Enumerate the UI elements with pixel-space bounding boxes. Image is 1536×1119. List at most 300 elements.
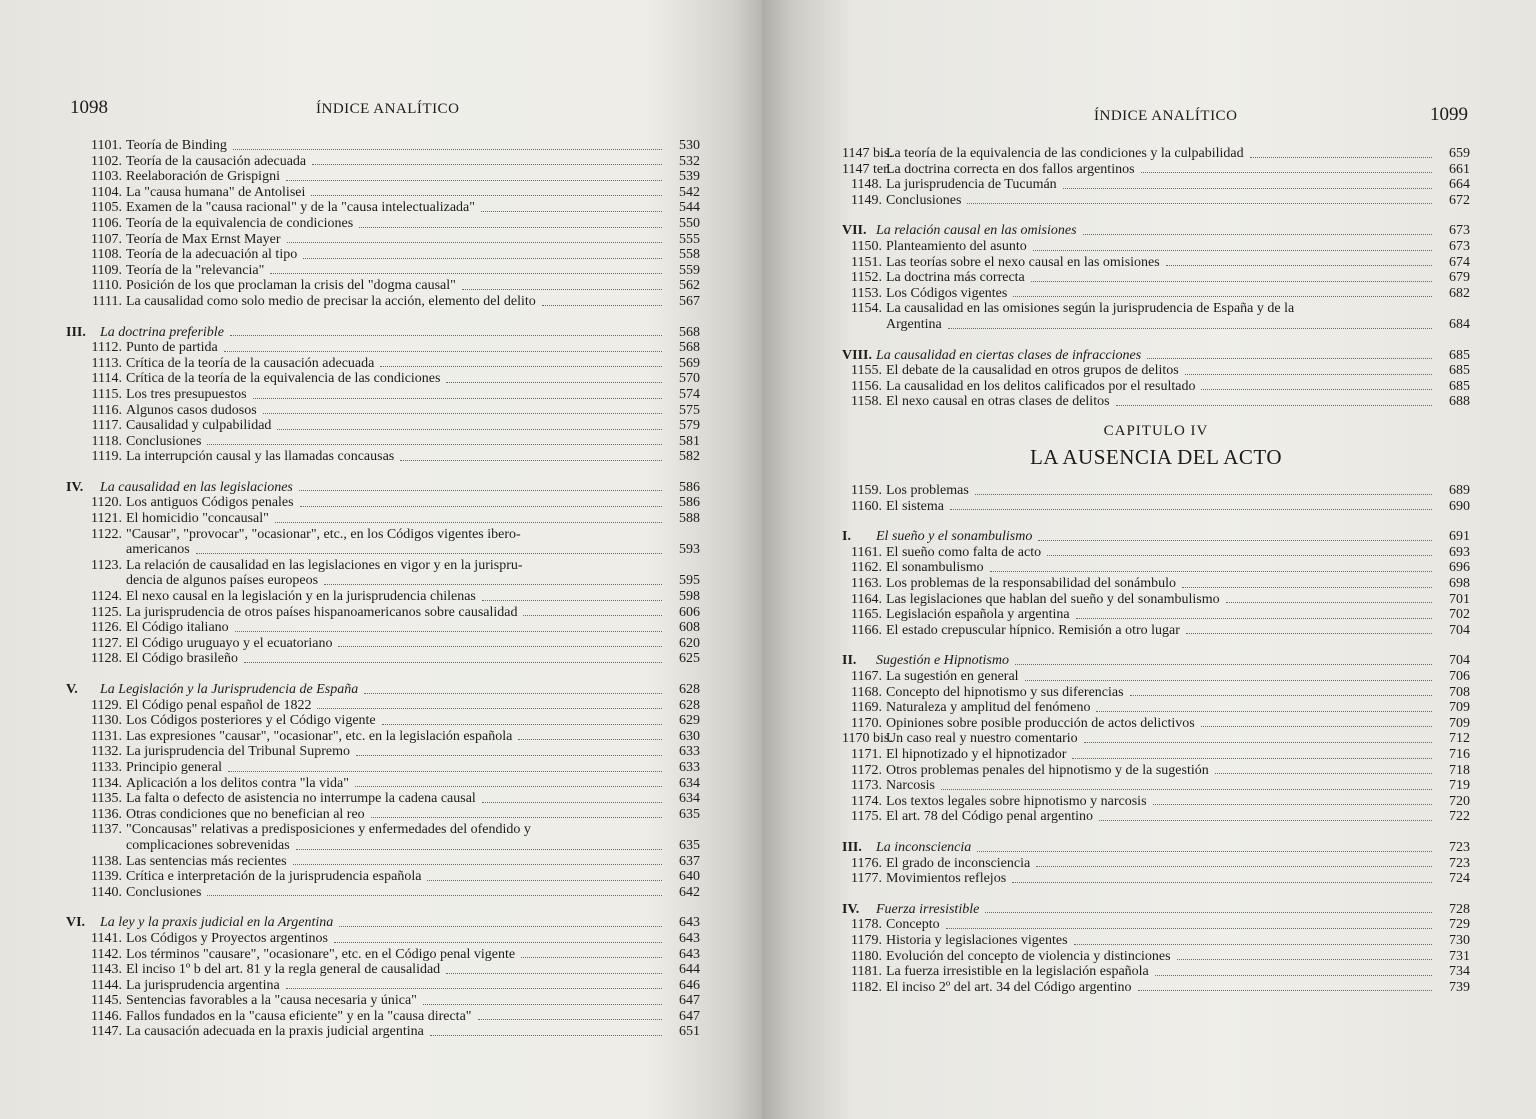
leader-dots — [427, 880, 662, 881]
index-entry — [842, 856, 1470, 872]
entry-title: El grado de inconsciencia — [886, 855, 1031, 871]
entry-title: El debate de la causalidad en otros grupos de delitos — [886, 363, 1179, 379]
leader-dots — [296, 849, 662, 850]
entry-number: 1146. — [91, 1008, 122, 1024]
index-entry — [66, 744, 700, 760]
entry-number: 1120. — [91, 495, 122, 511]
entry-title: Sugestión e Hipnotismo — [876, 653, 1009, 669]
entry-number: 1162. — [851, 560, 882, 576]
index-entry — [842, 794, 1470, 810]
index-entry — [66, 838, 700, 854]
entry-number: VIII. — [842, 347, 872, 363]
entry-number: 1113. — [91, 355, 122, 371]
leader-dots — [482, 600, 662, 601]
entry-page-number: 586 — [679, 479, 700, 495]
index-entry — [842, 871, 1470, 887]
entry-title: El inciso 1º b del art. 81 y la regla general de causalidad — [126, 962, 441, 978]
index-entry — [842, 560, 1470, 576]
entry-page-number: 674 — [1449, 254, 1470, 270]
entry-number: 1175. — [851, 809, 882, 825]
entry-title: La teoría de la equivalencia de las condiciones y la culpabilidad — [886, 146, 1244, 161]
entry-page-number: 673 — [1449, 223, 1470, 239]
entry-page-number: 664 — [1449, 177, 1470, 193]
entry-title: Reelaboración de Grispigni — [126, 169, 280, 185]
entry-number: 1129. — [91, 697, 122, 713]
index-entry — [842, 763, 1470, 779]
entry-number: 1116. — [91, 402, 122, 418]
entry-number: 1145. — [91, 993, 122, 1009]
entry-title: Crítica e interpretación de la jurisprudencia española — [126, 869, 422, 885]
entry-title: El Código brasileño — [126, 651, 238, 667]
entry-title: Punto de partida — [126, 340, 218, 356]
entry-page-number: 568 — [679, 324, 700, 340]
entry-number: 1170. — [851, 715, 882, 731]
entry-title: El hipnotizado y el hipnotizador — [886, 747, 1067, 762]
entry-number: 1167. — [851, 669, 882, 685]
entry-title: El homicidio "concausal" — [126, 511, 269, 527]
entry-number: 1172. — [851, 762, 882, 778]
index-entry — [842, 669, 1470, 685]
entry-number: 1143. — [91, 962, 122, 978]
entry-title: La relación de causalidad en las legislaciones en vigor y en la jurispru- — [126, 557, 523, 573]
leader-dots — [1025, 680, 1432, 681]
section-gap — [842, 887, 1470, 902]
entry-page-number: 542 — [679, 184, 700, 200]
entry-title: La causalidad en las omisiones según la jurisprudencia de España y de la — [886, 301, 1295, 317]
index-entry — [842, 964, 1470, 980]
entry-number: 1168. — [851, 684, 882, 700]
entry-number: 1101. — [91, 138, 122, 153]
entry-page-number: 709 — [1449, 700, 1470, 716]
entry-title: El sueño y el sonambulismo — [876, 529, 1033, 545]
entry-number: 1134. — [91, 775, 122, 791]
entry-title: La causalidad en las legislaciones — [100, 479, 293, 495]
entry-page-number: 690 — [1449, 498, 1470, 514]
leader-dots — [263, 413, 662, 414]
entry-page-number: 630 — [679, 728, 700, 744]
leader-dots — [382, 724, 662, 725]
entry-page-number: 647 — [679, 1008, 700, 1024]
entry-number: 1136. — [91, 806, 122, 822]
entry-page-number: 586 — [679, 495, 700, 511]
entry-page-number: 728 — [1449, 901, 1470, 917]
leader-dots — [338, 646, 662, 647]
entry-number: 1159. — [851, 483, 882, 499]
leader-dots — [207, 895, 662, 896]
entry-number: 1152. — [851, 270, 882, 286]
entry-number: VI. — [66, 915, 86, 931]
leader-dots — [948, 328, 1432, 329]
right-page — [762, 0, 1536, 1119]
entry-number: 1122. — [91, 526, 122, 542]
entry-title: La doctrina preferible — [100, 324, 224, 340]
index-entry — [842, 394, 1470, 410]
leader-dots — [233, 149, 662, 150]
section-gap — [66, 667, 700, 682]
entry-page-number: 606 — [679, 604, 700, 620]
index-entry — [842, 239, 1470, 255]
leader-dots — [1138, 990, 1432, 991]
leader-dots — [518, 739, 662, 740]
leader-dots — [277, 429, 662, 430]
index-entry — [66, 403, 700, 419]
section-gap — [842, 208, 1470, 223]
index-entry — [842, 317, 1470, 333]
leader-dots — [270, 273, 662, 274]
leader-dots — [1201, 389, 1432, 390]
leader-dots — [334, 942, 662, 943]
index-section-heading — [66, 480, 700, 496]
entry-number: 1105. — [91, 200, 122, 216]
entry-number: 1171. — [851, 747, 882, 762]
index-entry — [66, 247, 700, 263]
leader-dots — [275, 522, 662, 523]
leader-dots — [293, 864, 662, 865]
entry-page-number: 718 — [1449, 762, 1470, 778]
entry-title: Opiniones sobre posible producción de actos delictivos — [886, 715, 1195, 731]
entry-title: La interrupción causal y las llamadas concausas — [126, 449, 395, 465]
entry-number: 1166. — [851, 622, 882, 638]
index-section-heading — [842, 902, 1470, 918]
index-entry — [66, 278, 700, 294]
index-entry — [66, 931, 700, 947]
entry-page-number: 644 — [679, 962, 700, 978]
section-gap — [842, 638, 1470, 653]
index-entry — [66, 449, 700, 465]
entry-title: Principio general — [126, 759, 223, 775]
entry-page-number: 530 — [679, 138, 700, 153]
entry-page-number: 608 — [679, 620, 700, 636]
leader-dots — [462, 289, 662, 290]
index-section-heading — [66, 915, 700, 931]
chapter-label: CAPITULO IV — [1103, 422, 1209, 439]
entry-number: 1124. — [91, 589, 122, 605]
leader-dots — [1072, 758, 1432, 759]
index-list-left — [66, 138, 700, 1040]
entry-number: 1165. — [851, 607, 882, 623]
leader-dots — [967, 203, 1432, 204]
leader-dots — [359, 227, 662, 228]
leader-dots — [339, 926, 662, 927]
entry-title: Las legislaciones que hablan del sueño y del sonambulismo — [886, 591, 1220, 607]
entry-title: Un caso real y nuestro comentario — [886, 731, 1078, 747]
entry-number: 1169. — [851, 700, 882, 716]
section-gap — [66, 465, 700, 480]
entry-page-number: 673 — [1449, 238, 1470, 254]
index-entry — [66, 154, 700, 170]
entry-title: Las sentencias más recientes — [126, 853, 287, 869]
entry-number: 1160. — [851, 498, 882, 514]
entry-title: Concepto del hipnotismo y sus diferencias — [886, 684, 1124, 700]
entry-title: Algunos casos dudosos — [126, 402, 257, 418]
entry-title: El sistema — [886, 498, 944, 514]
entry-title: La fuerza irresistible en la legislación española — [886, 964, 1149, 980]
index-entry — [66, 776, 700, 792]
entry-page-number: 729 — [1449, 917, 1470, 933]
entry-page-number: 730 — [1449, 932, 1470, 948]
leader-dots — [286, 988, 662, 989]
entry-number: 1174. — [851, 793, 882, 809]
leader-dots — [977, 851, 1432, 852]
leader-dots — [400, 460, 662, 461]
index-entry — [842, 379, 1470, 395]
entry-page-number: 637 — [679, 853, 700, 869]
entry-title: Conclusiones — [126, 884, 202, 900]
entry-page-number: 569 — [679, 355, 700, 371]
leader-dots — [523, 615, 662, 616]
index-entry — [66, 558, 700, 574]
index-entry — [66, 729, 700, 745]
leader-dots — [990, 571, 1432, 572]
leader-dots — [946, 928, 1432, 929]
entry-number: III. — [66, 324, 86, 340]
leader-dots — [1015, 664, 1432, 665]
index-entry — [66, 651, 700, 667]
index-entry — [842, 576, 1470, 592]
entry-title: Los antiguos Códigos penales — [126, 495, 294, 511]
index-entry — [842, 270, 1470, 286]
entry-page-number: 716 — [1449, 747, 1470, 762]
entry-number: 1108. — [91, 247, 122, 263]
entry-title: Naturaleza y amplitud del fenómeno — [886, 700, 1091, 716]
entry-page-number: 544 — [679, 200, 700, 216]
leader-dots — [356, 755, 662, 756]
entry-title: Los Códigos y Proyectos argentinos — [126, 930, 328, 946]
section-gap — [842, 333, 1470, 348]
entry-page-number: 659 — [1449, 146, 1470, 161]
entry-title: El sueño como falta de acto — [886, 544, 1042, 560]
entry-title: Evolución del concepto de violencia y distinciones — [886, 948, 1171, 964]
entry-page-number: 723 — [1449, 855, 1470, 871]
entry-page-number: 620 — [679, 635, 700, 651]
entry-title: Crítica de la teoría de la equivalencia de las condiciones — [126, 371, 441, 387]
leader-dots — [312, 164, 662, 165]
entry-title: La jurisprudencia de otros países hispanoamericanos sobre causalidad — [126, 604, 518, 620]
entry-page-number: 724 — [1449, 871, 1470, 887]
leader-dots — [423, 1004, 662, 1005]
index-entry — [66, 573, 700, 589]
index-entry — [66, 356, 700, 372]
entry-title: El Código uruguayo y el ecuatoriano — [126, 635, 333, 651]
entry-number: 1170 bis. — [842, 731, 893, 747]
leader-dots — [482, 802, 662, 803]
entry-number: 1114. — [91, 371, 122, 387]
entry-page-number: 628 — [679, 682, 700, 697]
entry-page-number: 633 — [679, 759, 700, 775]
running-head-left: ÍNDICE ANALÍTICO — [316, 101, 460, 117]
entry-title: Los textos legales sobre hipnotismo y narcosis — [886, 793, 1147, 809]
index-entry — [66, 947, 700, 963]
entry-page-number: 579 — [679, 418, 700, 434]
entry-number: IV. — [66, 479, 84, 495]
entry-page-number: 582 — [679, 449, 700, 465]
index-entry — [842, 607, 1470, 623]
entry-number: 1121. — [91, 511, 122, 527]
entry-page-number: 682 — [1449, 285, 1470, 301]
entry-title: Crítica de la teoría de la causación adecuada — [126, 355, 375, 371]
entry-title: Teoría de Max Ernst Mayer — [126, 231, 281, 247]
index-entry — [66, 698, 700, 714]
entry-title: La causalidad en ciertas clases de infracciones — [876, 347, 1142, 363]
index-list-right-bottom — [842, 483, 1470, 995]
section-gap — [842, 825, 1470, 840]
index-entry — [842, 747, 1470, 763]
running-head-right: ÍNDICE ANALÍTICO — [1094, 108, 1238, 124]
index-entry — [66, 822, 700, 838]
leader-dots — [950, 509, 1432, 510]
entry-title: Teoría de la equivalencia de condiciones — [126, 215, 354, 231]
index-entry — [842, 286, 1470, 302]
entry-number: 1164. — [851, 591, 882, 607]
entry-page-number: 635 — [679, 837, 700, 853]
index-entry — [842, 177, 1470, 193]
entry-title: La jurisprudencia de Tucumán — [886, 177, 1057, 193]
entry-page-number: 698 — [1449, 576, 1470, 592]
entry-page-number: 567 — [679, 293, 700, 309]
leader-dots — [481, 211, 662, 212]
entry-title: Las teorías sobre el nexo causal en las omisiones — [886, 254, 1160, 270]
entry-page-number: 701 — [1449, 591, 1470, 607]
entry-number: 1137. — [91, 822, 122, 838]
leader-dots — [228, 771, 662, 772]
entry-number: 1180. — [851, 948, 882, 964]
entry-page-number: 739 — [1449, 979, 1470, 995]
index-entry — [66, 636, 700, 652]
leader-dots — [1033, 250, 1432, 251]
entry-page-number: 689 — [1449, 483, 1470, 499]
entry-page-number: 558 — [679, 247, 700, 263]
entry-number: 1123. — [91, 557, 122, 573]
index-section-heading — [66, 325, 700, 341]
index-entry — [842, 545, 1470, 561]
entry-title: La doctrina más correcta — [886, 270, 1025, 286]
index-entry — [842, 980, 1470, 996]
index-entry — [66, 542, 700, 558]
entry-page-number: 723 — [1449, 839, 1470, 855]
entry-number: 1178. — [851, 917, 882, 933]
entry-page-number: 575 — [679, 402, 700, 418]
chapter-title: LA AUSENCIA DEL ACTO — [1029, 444, 1283, 469]
leader-dots — [1063, 188, 1432, 189]
leader-dots — [1141, 172, 1432, 173]
entry-title: Fuerza irresistible — [876, 901, 980, 917]
entry-page-number: 559 — [679, 262, 700, 278]
entry-number: 1181. — [851, 964, 882, 980]
index-entry — [842, 363, 1470, 379]
entry-number: 1133. — [91, 759, 122, 775]
entry-title: El nexo causal en otras clases de delitos — [886, 394, 1110, 410]
entry-title: americanos — [126, 542, 190, 558]
leader-dots — [941, 789, 1432, 790]
entry-title: Historia y legislaciones vigentes — [886, 932, 1068, 948]
index-entry — [842, 193, 1470, 209]
entry-page-number: 550 — [679, 215, 700, 231]
entry-title: Los tres presupuestos — [126, 386, 247, 402]
entry-number: 1153. — [851, 285, 882, 301]
leader-dots — [1226, 602, 1432, 603]
entry-number: 1110. — [91, 278, 122, 294]
entry-page-number: 574 — [679, 386, 700, 402]
entry-page-number: 651 — [679, 1024, 700, 1040]
index-entry — [66, 713, 700, 729]
index-entry — [842, 146, 1470, 162]
entry-number: VII. — [842, 223, 867, 239]
entry-title: Los problemas — [886, 483, 969, 499]
entry-title: Movimientos reflejos — [886, 871, 1007, 887]
entry-number: 1109. — [91, 262, 122, 278]
index-entry — [66, 885, 700, 901]
entry-page-number: 685 — [1449, 347, 1470, 363]
index-entry — [842, 623, 1470, 639]
entry-number: 1150. — [851, 238, 882, 254]
entry-number: 1102. — [91, 153, 122, 169]
entry-number: 1154. — [851, 301, 882, 317]
entry-page-number: 646 — [679, 977, 700, 993]
entry-number: V. — [66, 682, 78, 697]
entry-page-number: 588 — [679, 511, 700, 527]
entry-number: 1163. — [851, 576, 882, 592]
leader-dots — [311, 195, 662, 196]
entry-title: Narcosis — [886, 778, 935, 794]
index-list-right-top — [842, 146, 1470, 410]
entry-page-number: 628 — [679, 697, 700, 713]
index-entry — [842, 162, 1470, 178]
entry-number: 1144. — [91, 977, 122, 993]
index-entry — [842, 731, 1470, 747]
entry-title: El estado crepuscular hípnico. Remisión a otro lugar — [886, 622, 1180, 638]
entry-title: Conclusiones — [126, 433, 202, 449]
section-gap — [66, 900, 700, 915]
entry-number: 1142. — [91, 946, 122, 962]
index-entry — [842, 809, 1470, 825]
entry-page-number: 706 — [1449, 669, 1470, 685]
index-entry — [842, 949, 1470, 965]
entry-page-number: 685 — [1449, 378, 1470, 394]
index-entry — [66, 589, 700, 605]
entry-page-number: 595 — [679, 573, 700, 589]
leader-dots — [1099, 820, 1432, 821]
entry-title: Legislación española y argentina — [886, 607, 1070, 623]
leader-dots — [371, 817, 662, 818]
entry-page-number: 581 — [679, 433, 700, 449]
index-entry — [842, 499, 1470, 515]
entry-title: La causalidad en los delitos calificados por el resultado — [886, 378, 1196, 394]
index-section-heading — [842, 348, 1470, 364]
entry-title: Otros problemas penales del hipnotismo y de la sugestión — [886, 762, 1209, 778]
index-entry — [842, 778, 1470, 794]
leader-dots — [224, 351, 662, 352]
entry-number: 1128. — [91, 651, 122, 667]
index-entry — [66, 978, 700, 994]
entry-page-number: 643 — [679, 915, 700, 931]
entry-number: 1112. — [91, 340, 122, 356]
index-entry — [842, 592, 1470, 608]
entry-title: La Legislación y la Jurisprudencia de España — [100, 682, 359, 697]
entry-page-number: 688 — [1449, 394, 1470, 410]
index-entry — [842, 483, 1470, 499]
entry-number: I. — [842, 529, 851, 545]
index-entry — [66, 340, 700, 356]
entry-number: 1182. — [851, 979, 882, 995]
leader-dots — [244, 662, 662, 663]
entry-number: 1161. — [851, 544, 882, 560]
entry-title: Los términos "causare", "ocasionare", etc. en el Código penal vigente — [126, 946, 516, 962]
leader-dots — [446, 973, 662, 974]
entry-number: 1176. — [851, 855, 882, 871]
index-section-heading — [842, 840, 1470, 856]
leader-dots — [1201, 726, 1432, 727]
index-entry — [66, 138, 700, 154]
